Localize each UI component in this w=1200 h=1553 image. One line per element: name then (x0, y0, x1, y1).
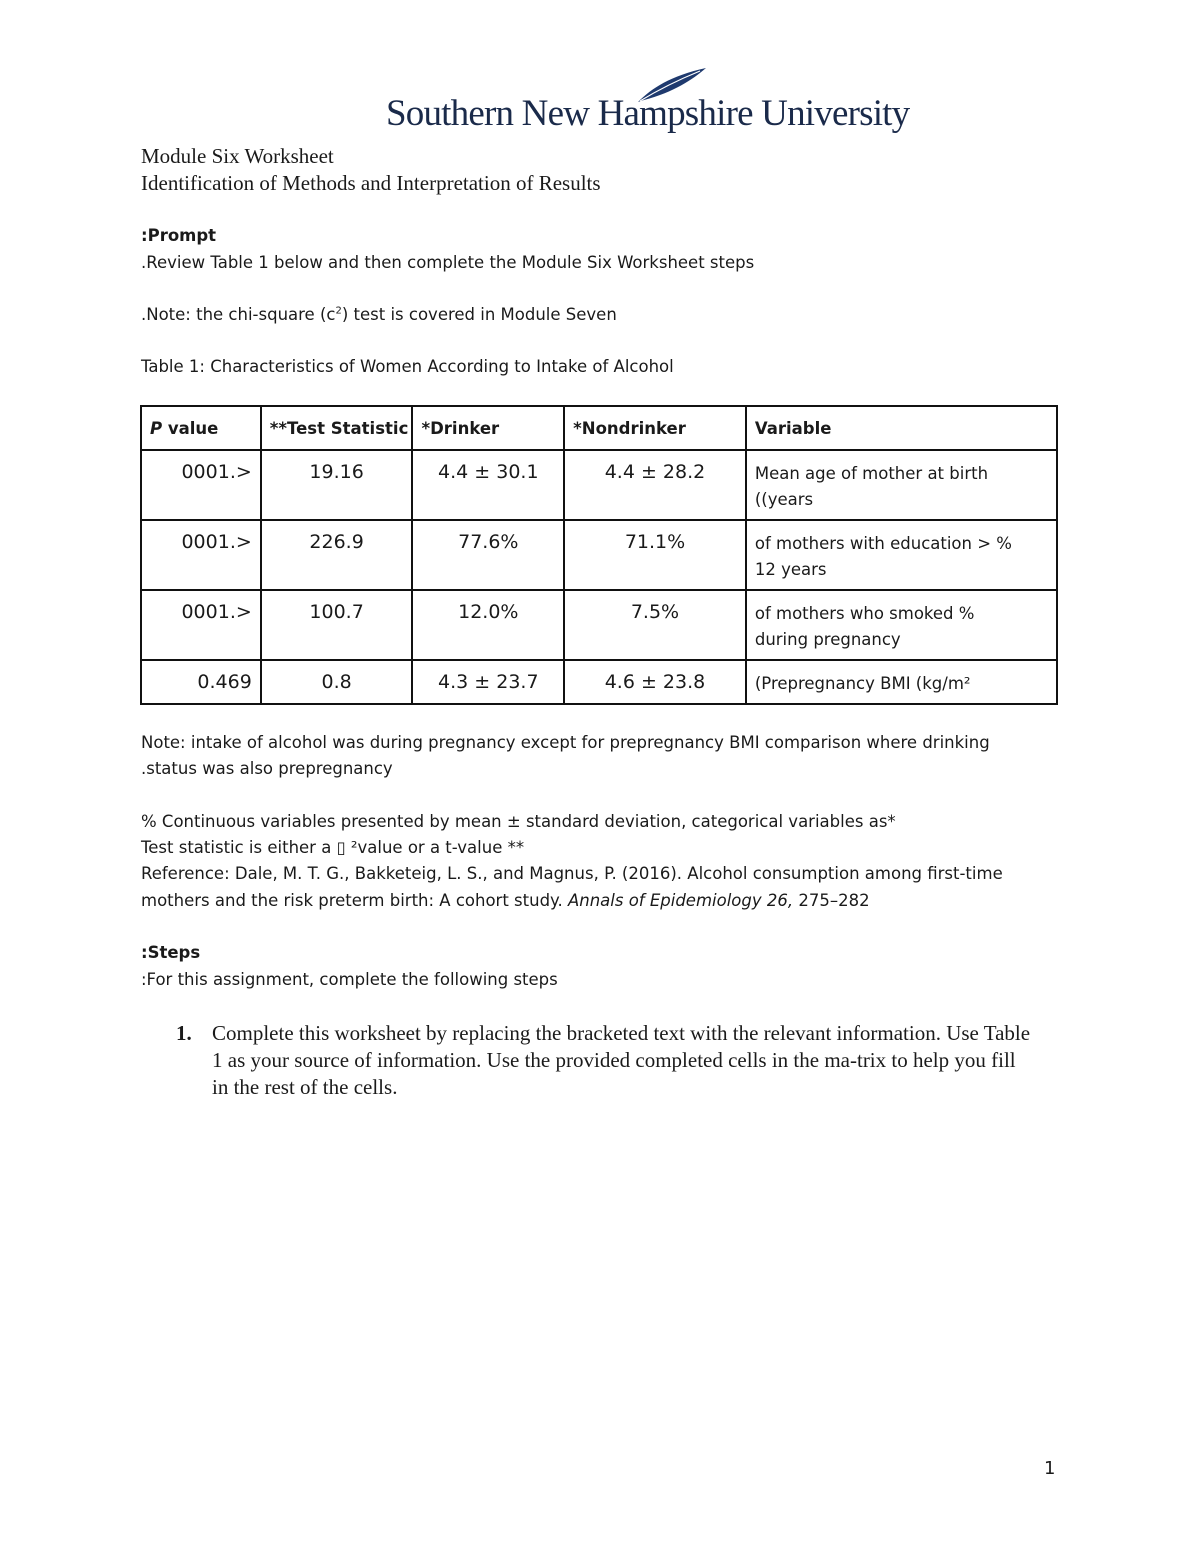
cell-p-value: 0.469 (141, 660, 261, 704)
reference-line2: mothers and the risk preterm birth: A cohort study. Annals of Epidemiology 26, 275–282 (141, 891, 870, 910)
cell-variable: of mothers with education > % 12 years (746, 520, 1057, 590)
cell-nondrinker: 7.5% (564, 590, 746, 660)
prompt-note: .Note: the chi-square $(c^2)$ test is covered in Module Seven (141, 305, 617, 324)
table-row (141, 520, 1057, 590)
cell-drinker: 4.3 ± 23.7 (412, 660, 564, 704)
document-title: Module Six Worksheet (141, 144, 334, 168)
reference-line1: Reference: Dale, M. T. G., Bakketeig, L. S., and Magnus, P. (2016). Alcohol consumption among first-time (141, 864, 1003, 883)
cell-test-statistic: 19.16 (261, 450, 413, 520)
cell-variable: Mean age of mother at birth ((years (746, 450, 1057, 520)
cell-p-value: 0001.> (141, 520, 261, 590)
table-caption: Table 1: Characteristics of Women According to Intake of Alcohol (141, 357, 674, 376)
cell-nondrinker: 4.4 ± 28.2 (564, 450, 746, 520)
header-drinker: *Drinker (412, 406, 564, 450)
cell-drinker: 12.0% (412, 590, 564, 660)
step-number: 1. (176, 1021, 192, 1045)
header-variable: Variable (746, 406, 1057, 450)
alcohol-characteristics-table (140, 405, 1058, 705)
logo-wordmark: Southern New Hampshire University (386, 93, 910, 134)
note-test-statistic: Test statistic is either a ▯ ²value or a t-value ** (141, 838, 525, 857)
cell-test-statistic: 0.8 (261, 660, 413, 704)
table-row (141, 590, 1057, 660)
page-number: 1 (1044, 1458, 1056, 1479)
table-row (141, 450, 1057, 520)
prompt-heading: :Prompt (141, 226, 217, 245)
table-header-row (141, 406, 1057, 450)
prompt-review: .Review Table 1 below and then complete the Module Six Worksheet steps (141, 253, 755, 272)
cell-p-value: 0001.> (141, 450, 261, 520)
header-nondrinker: *Nondrinker (564, 406, 746, 450)
step-text: Complete this worksheet by replacing the bracketed text with the relevant information. Use Table 1 as your source of information. Use the provided completed cells in the ma-trix to help you fill in the rest of the cells. (212, 1021, 1031, 1099)
document-subtitle: Identification of Methods and Interpretation of Results (141, 171, 601, 195)
cell-nondrinker: 71.1% (564, 520, 746, 590)
cell-drinker: 4.4 ± 30.1 (412, 450, 564, 520)
cell-variable: of mothers who smoked % during pregnancy (746, 590, 1057, 660)
header-p-value: P value (141, 406, 261, 450)
cell-p-value: 0001.> (141, 590, 261, 660)
note-continuous: % Continuous variables presented by mean ± standard deviation, categorical variables as* (141, 812, 896, 831)
note-intake-line1: Note: intake of alcohol was during pregnancy except for prepregnancy BMI comparison where drinking (141, 733, 990, 752)
steps-heading: :Steps (141, 943, 201, 962)
header-test-statistic: **Test Statistic (261, 406, 413, 450)
university-logo (386, 66, 910, 136)
table-row (141, 660, 1057, 704)
step-item (176, 1020, 1036, 1101)
cell-test-statistic: 100.7 (261, 590, 413, 660)
cell-test-statistic: 226.9 (261, 520, 413, 590)
cell-nondrinker: 4.6 ± 23.8 (564, 660, 746, 704)
note-intake-line2: .status was also prepregnancy (141, 759, 393, 778)
cell-variable: (Prepregnancy BMI (kg/m² (746, 660, 1057, 704)
steps-intro: :For this assignment, complete the following steps (141, 970, 558, 989)
cell-drinker: 77.6% (412, 520, 564, 590)
